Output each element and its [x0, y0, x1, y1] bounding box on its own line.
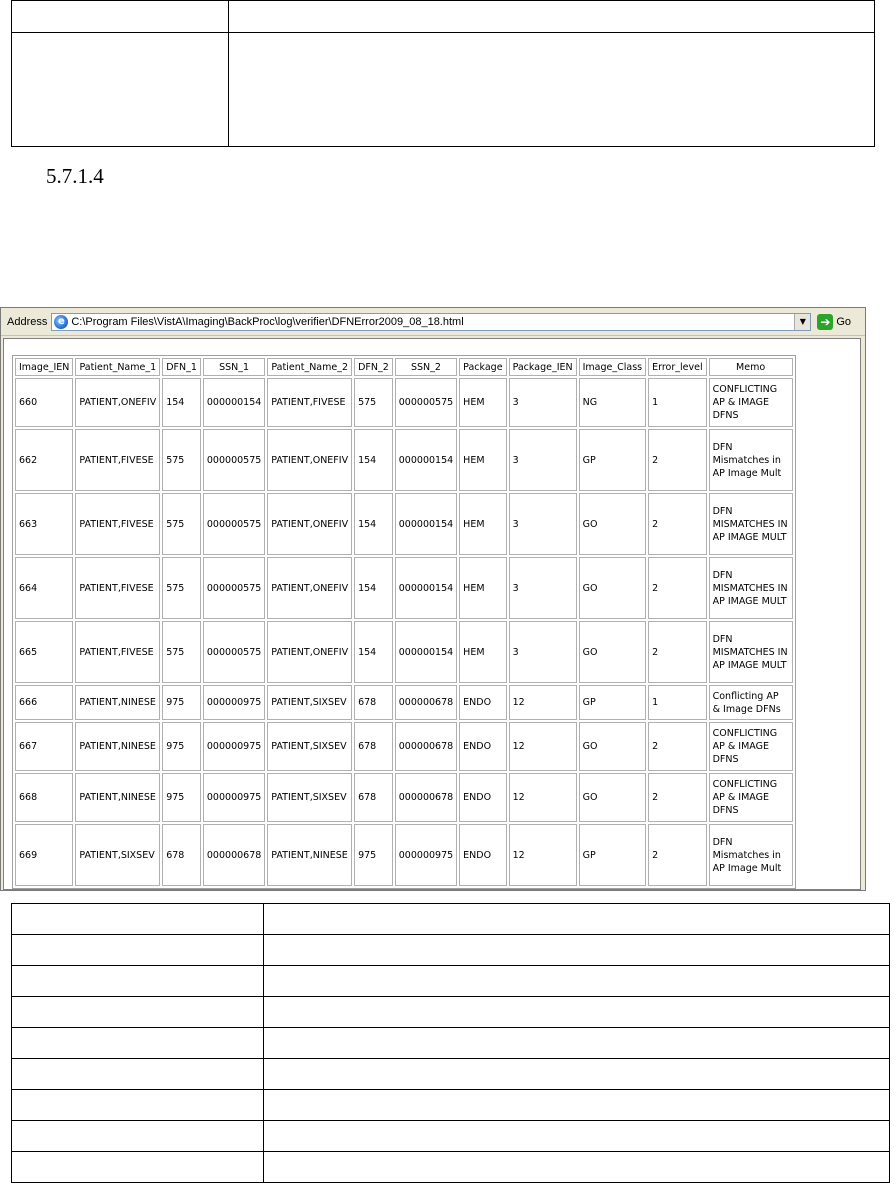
table-cell: PATIENT,FIVESE [75, 621, 160, 683]
table-cell: PATIENT,FIVESE [267, 378, 352, 427]
go-label: Go [836, 315, 852, 328]
table-cell: 575 [162, 557, 201, 619]
table-cell: 668 [15, 773, 73, 822]
column-header: SSN_1 [203, 358, 265, 376]
table-cell: DFN MISMATCHES IN AP IMAGE MULT [709, 493, 793, 555]
table-cell: CONFLICTING AP & IMAGE DFNS [709, 773, 793, 822]
table-cell: HEM [459, 378, 506, 427]
table-cell: 678 [354, 722, 393, 771]
table-cell: GP [579, 429, 647, 491]
table-cell: GO [579, 557, 647, 619]
table-cell: 2 [648, 429, 707, 491]
table-cell: DFN Mismatches in AP Image Mult [709, 824, 793, 886]
column-header: Memo [709, 358, 793, 376]
table-cell: 154 [162, 378, 201, 427]
table-cell: PATIENT,NINESE [75, 773, 160, 822]
table-cell: 575 [162, 493, 201, 555]
table-row [15, 824, 793, 886]
table-cell: Conflicting AP & Image DFNs [709, 685, 793, 720]
dfn-error-table [12, 355, 796, 889]
table-cell: 12 [509, 824, 577, 886]
table-cell: PATIENT,FIVESE [75, 493, 160, 555]
table-cell: 665 [15, 621, 73, 683]
table-cell: 154 [354, 429, 393, 491]
table-cell: 3 [509, 557, 577, 619]
column-header: Package [459, 358, 506, 376]
table-cell: ENDO [459, 722, 506, 771]
table-cell: HEM [459, 557, 506, 619]
table-cell: PATIENT,ONEFIV [75, 378, 160, 427]
table-cell: 660 [15, 378, 73, 427]
table-cell: 575 [162, 429, 201, 491]
table-cell: 000000975 [203, 685, 265, 720]
table-cell: 000000575 [203, 621, 265, 683]
column-header: Patient_Name_2 [267, 358, 352, 376]
table-cell: 000000154 [395, 493, 457, 555]
table-header-row [15, 358, 793, 376]
table-cell: 000000678 [395, 722, 457, 771]
table-cell: 000000678 [395, 773, 457, 822]
table-cell: 000000575 [203, 557, 265, 619]
table-cell: 2 [648, 722, 707, 771]
table-row [15, 493, 793, 555]
table-cell: GP [579, 685, 647, 720]
table-cell: ENDO [459, 824, 506, 886]
table-cell: 000000678 [203, 824, 265, 886]
table-cell: CONFLICTING AP & IMAGE DFNS [709, 378, 793, 427]
go-button[interactable] [817, 314, 851, 330]
column-header: DFN_1 [162, 358, 201, 376]
table-cell: DFN MISMATCHES IN AP IMAGE MULT [709, 621, 793, 683]
table-cell: 000000154 [203, 378, 265, 427]
table-cell: 12 [509, 685, 577, 720]
table-row [15, 773, 793, 822]
table-cell: 666 [15, 685, 73, 720]
column-header: Error_level [648, 358, 707, 376]
table-cell: 667 [15, 722, 73, 771]
address-bar [1, 308, 865, 336]
table-cell: 3 [509, 621, 577, 683]
table-cell: PATIENT,SIXSEV [267, 773, 352, 822]
table-cell: PATIENT,ONEFIV [267, 429, 352, 491]
ie-page-icon: e [54, 315, 68, 329]
table-cell: HEM [459, 429, 506, 491]
table-cell: 1 [648, 685, 707, 720]
table-cell: CONFLICTING AP & IMAGE DFNS [709, 722, 793, 771]
table-cell: GO [579, 722, 647, 771]
table-cell: NG [579, 378, 647, 427]
page-content [3, 338, 861, 890]
table-cell: 000000975 [203, 722, 265, 771]
table-cell: PATIENT,SIXSEV [267, 685, 352, 720]
table-cell: GO [579, 621, 647, 683]
address-label: Address [7, 315, 48, 328]
column-header: Patient_Name_1 [75, 358, 160, 376]
table-cell: 664 [15, 557, 73, 619]
table-cell: 678 [354, 773, 393, 822]
table-cell: PATIENT,ONEFIV [267, 493, 352, 555]
column-header: Image_Class [579, 358, 647, 376]
table-cell: PATIENT,FIVESE [75, 429, 160, 491]
table-cell: 000000975 [395, 824, 457, 886]
table-cell: PATIENT,ONEFIV [267, 557, 352, 619]
table-cell: 975 [162, 722, 201, 771]
table-row [15, 557, 793, 619]
table-cell: GO [579, 773, 647, 822]
table-cell: PATIENT,FIVESE [75, 557, 160, 619]
table-cell: 663 [15, 493, 73, 555]
table-cell: PATIENT,SIXSEV [75, 824, 160, 886]
section-number: 5.7.1.4 [46, 164, 104, 188]
table-cell: 3 [509, 378, 577, 427]
table-cell: 678 [354, 685, 393, 720]
table-cell: 154 [354, 557, 393, 619]
top-document-table [11, 0, 875, 147]
table-cell: 662 [15, 429, 73, 491]
table-cell: GP [579, 824, 647, 886]
table-cell: 000000154 [395, 621, 457, 683]
table-cell: 2 [648, 773, 707, 822]
column-header: Image_IEN [15, 358, 73, 376]
table-cell: DFN MISMATCHES IN AP IMAGE MULT [709, 557, 793, 619]
table-cell: 669 [15, 824, 73, 886]
column-header: SSN_2 [395, 358, 457, 376]
table-cell: PATIENT,NINESE [75, 685, 160, 720]
browser-window [0, 307, 866, 891]
table-cell: 000000154 [395, 429, 457, 491]
table-cell: 2 [648, 824, 707, 886]
table-cell: 000000575 [203, 429, 265, 491]
table-cell: PATIENT,NINESE [267, 824, 352, 886]
table-cell: 000000575 [203, 493, 265, 555]
table-cell: 2 [648, 621, 707, 683]
table-cell: PATIENT,NINESE [75, 722, 160, 771]
table-row [15, 685, 793, 720]
table-cell: HEM [459, 621, 506, 683]
table-cell: 2 [648, 493, 707, 555]
table-cell: 975 [162, 773, 201, 822]
table-cell: ENDO [459, 685, 506, 720]
table-cell: 000000575 [395, 378, 457, 427]
table-cell: 678 [162, 824, 201, 886]
table-cell: 575 [354, 378, 393, 427]
table-row [15, 378, 793, 427]
table-cell: 154 [354, 493, 393, 555]
table-cell: 154 [354, 621, 393, 683]
table-cell: 575 [162, 621, 201, 683]
table-cell: 975 [354, 824, 393, 886]
table-cell: 12 [509, 722, 577, 771]
table-cell: GO [579, 493, 647, 555]
table-row [15, 429, 793, 491]
table-cell: 3 [509, 429, 577, 491]
table-cell: 000000154 [395, 557, 457, 619]
table-cell: 000000678 [395, 685, 457, 720]
table-cell: 2 [648, 557, 707, 619]
address-url: C:\Program Files\VistA\Imaging\BackProc\log\verifier\DFNError2009_08_18.html [71, 315, 464, 328]
table-cell: HEM [459, 493, 506, 555]
table-row [15, 621, 793, 683]
table-cell: 975 [162, 685, 201, 720]
address-input[interactable] [51, 313, 811, 331]
table-row [15, 722, 793, 771]
table-cell: PATIENT,SIXSEV [267, 722, 352, 771]
table-cell: 000000975 [203, 773, 265, 822]
table-cell: 1 [648, 378, 707, 427]
bottom-document-table [11, 903, 890, 1183]
dropdown-arrow-icon[interactable]: ▼ [794, 314, 810, 330]
table-cell: ENDO [459, 773, 506, 822]
table-cell: 12 [509, 773, 577, 822]
table-cell: PATIENT,ONEFIV [267, 621, 352, 683]
column-header: Package_IEN [509, 358, 577, 376]
table-cell: 3 [509, 493, 577, 555]
go-arrow-icon: ➔ [817, 314, 833, 330]
table-cell: DFN Mismatches in AP Image Mult [709, 429, 793, 491]
column-header: DFN_2 [354, 358, 393, 376]
